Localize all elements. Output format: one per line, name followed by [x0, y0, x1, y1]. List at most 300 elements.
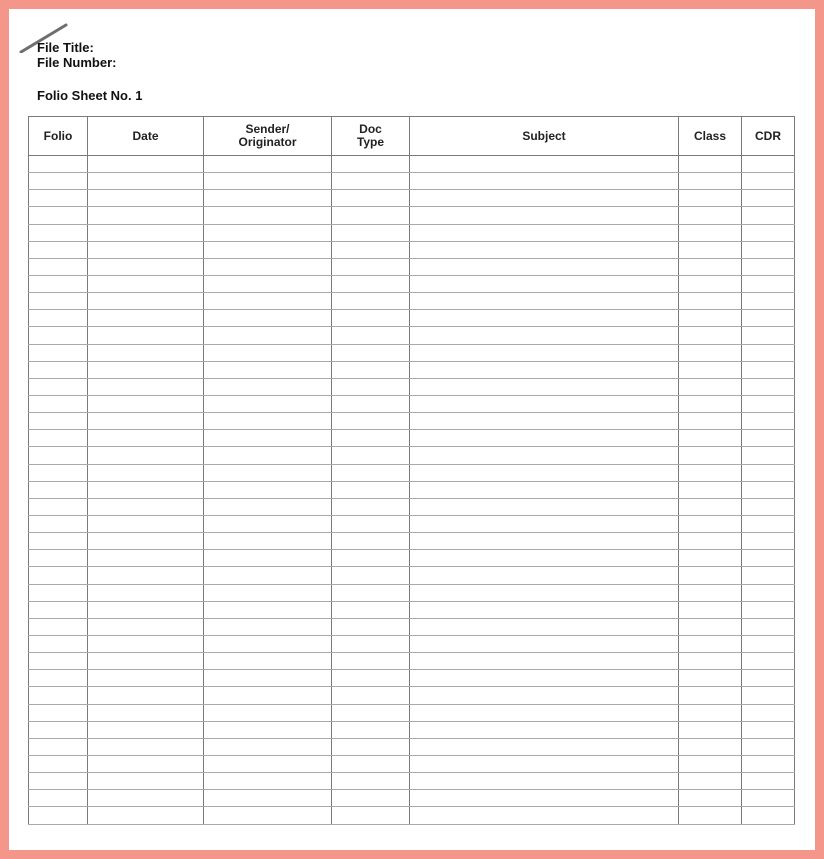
- cell-cdr: [742, 224, 795, 241]
- cell-sender: [204, 738, 332, 755]
- cell-doc_type: [332, 790, 410, 807]
- cell-sender: [204, 687, 332, 704]
- cell-sender: [204, 361, 332, 378]
- cell-date: [88, 790, 204, 807]
- cell-doc_type: [332, 618, 410, 635]
- cell-doc_type: [332, 224, 410, 241]
- cell-class: [679, 447, 742, 464]
- cell-subject: [410, 704, 679, 721]
- cell-doc_type: [332, 395, 410, 412]
- cell-cdr: [742, 533, 795, 550]
- table-row: [29, 498, 795, 515]
- cell-folio: [29, 207, 88, 224]
- table-row: [29, 567, 795, 584]
- cell-subject: [410, 224, 679, 241]
- cell-sender: [204, 190, 332, 207]
- cell-subject: [410, 241, 679, 258]
- cell-class: [679, 378, 742, 395]
- cell-doc_type: [332, 430, 410, 447]
- cell-sender: [204, 653, 332, 670]
- cell-folio: [29, 173, 88, 190]
- cell-folio: [29, 447, 88, 464]
- cell-folio: [29, 515, 88, 532]
- cell-sender: [204, 773, 332, 790]
- cell-folio: [29, 601, 88, 618]
- cell-cdr: [742, 773, 795, 790]
- cell-folio: [29, 293, 88, 310]
- cell-folio: [29, 430, 88, 447]
- cell-cdr: [742, 378, 795, 395]
- table-row: [29, 704, 795, 721]
- cell-date: [88, 413, 204, 430]
- cell-class: [679, 224, 742, 241]
- header-line: Class: [693, 128, 727, 143]
- cell-doc_type: [332, 378, 410, 395]
- header-line: Folio: [43, 128, 73, 143]
- cell-date: [88, 670, 204, 687]
- cell-cdr: [742, 601, 795, 618]
- cell-class: [679, 395, 742, 412]
- table-row: [29, 807, 795, 825]
- cell-doc_type: [332, 584, 410, 601]
- table-row: [29, 464, 795, 481]
- cell-date: [88, 395, 204, 412]
- file-number-label: File Number:: [37, 55, 117, 70]
- cell-folio: [29, 533, 88, 550]
- cell-cdr: [742, 721, 795, 738]
- cell-folio: [29, 687, 88, 704]
- header-line: Date: [132, 128, 159, 143]
- cell-cdr: [742, 687, 795, 704]
- cell-sender: [204, 464, 332, 481]
- cell-folio: [29, 310, 88, 327]
- table-row: [29, 395, 795, 412]
- cell-sender: [204, 601, 332, 618]
- table-row: [29, 601, 795, 618]
- cell-subject: [410, 327, 679, 344]
- cell-date: [88, 241, 204, 258]
- cell-date: [88, 481, 204, 498]
- table-row: [29, 413, 795, 430]
- cell-folio: [29, 156, 88, 173]
- cell-subject: [410, 447, 679, 464]
- cell-date: [88, 807, 204, 825]
- cell-subject: [410, 413, 679, 430]
- cell-date: [88, 773, 204, 790]
- cell-date: [88, 653, 204, 670]
- file-header: [37, 40, 116, 70]
- cell-cdr: [742, 173, 795, 190]
- cell-folio: [29, 361, 88, 378]
- ledger-body: [29, 156, 795, 825]
- cell-class: [679, 275, 742, 292]
- cell-cdr: [742, 498, 795, 515]
- cell-cdr: [742, 310, 795, 327]
- cell-doc_type: [332, 275, 410, 292]
- cell-date: [88, 755, 204, 772]
- cell-date: [88, 738, 204, 755]
- cell-class: [679, 687, 742, 704]
- cell-subject: [410, 653, 679, 670]
- table-row: [29, 533, 795, 550]
- cell-cdr: [742, 515, 795, 532]
- table-row: [29, 618, 795, 635]
- cell-subject: [410, 310, 679, 327]
- cell-doc_type: [332, 670, 410, 687]
- cell-date: [88, 361, 204, 378]
- cell-doc_type: [332, 567, 410, 584]
- cell-doc_type: [332, 533, 410, 550]
- cell-subject: [410, 755, 679, 772]
- cell-subject: [410, 773, 679, 790]
- cell-sender: [204, 173, 332, 190]
- cell-cdr: [742, 481, 795, 498]
- cell-folio: [29, 618, 88, 635]
- cell-cdr: [742, 258, 795, 275]
- cell-date: [88, 327, 204, 344]
- table-row: [29, 755, 795, 772]
- folio-ledger-table: [28, 116, 795, 825]
- header-line: Doc: [359, 122, 382, 136]
- cell-sender: [204, 584, 332, 601]
- column-header-subject: [410, 117, 679, 156]
- cell-cdr: [742, 653, 795, 670]
- table-row: [29, 275, 795, 292]
- cell-subject: [410, 670, 679, 687]
- cell-sender: [204, 413, 332, 430]
- cell-date: [88, 447, 204, 464]
- cell-date: [88, 515, 204, 532]
- cell-cdr: [742, 430, 795, 447]
- cell-subject: [410, 430, 679, 447]
- cell-subject: [410, 190, 679, 207]
- cell-cdr: [742, 738, 795, 755]
- cell-cdr: [742, 190, 795, 207]
- table-row: [29, 361, 795, 378]
- cell-subject: [410, 584, 679, 601]
- cell-sender: [204, 618, 332, 635]
- cell-doc_type: [332, 293, 410, 310]
- cell-cdr: [742, 327, 795, 344]
- cell-doc_type: [332, 361, 410, 378]
- cell-sender: [204, 567, 332, 584]
- cell-subject: [410, 258, 679, 275]
- cell-folio: [29, 327, 88, 344]
- cell-class: [679, 361, 742, 378]
- cell-doc_type: [332, 550, 410, 567]
- column-header-sender: [204, 117, 332, 156]
- cell-date: [88, 498, 204, 515]
- cell-sender: [204, 807, 332, 825]
- cell-sender: [204, 344, 332, 361]
- cell-doc_type: [332, 156, 410, 173]
- cell-sender: [204, 498, 332, 515]
- cell-date: [88, 293, 204, 310]
- cell-doc_type: [332, 241, 410, 258]
- table-row: [29, 773, 795, 790]
- cell-subject: [410, 635, 679, 652]
- table-row: [29, 344, 795, 361]
- cell-doc_type: [332, 413, 410, 430]
- cell-sender: [204, 721, 332, 738]
- table-header-row: [29, 117, 795, 156]
- cell-folio: [29, 190, 88, 207]
- cell-date: [88, 275, 204, 292]
- cell-doc_type: [332, 464, 410, 481]
- cell-date: [88, 344, 204, 361]
- cell-date: [88, 430, 204, 447]
- cell-date: [88, 173, 204, 190]
- cell-sender: [204, 293, 332, 310]
- cell-doc_type: [332, 447, 410, 464]
- cell-sender: [204, 258, 332, 275]
- cell-folio: [29, 344, 88, 361]
- cell-folio: [29, 413, 88, 430]
- cell-class: [679, 618, 742, 635]
- table-row: [29, 550, 795, 567]
- column-header-date: [88, 117, 204, 156]
- cell-cdr: [742, 618, 795, 635]
- cell-folio: [29, 721, 88, 738]
- cell-doc_type: [332, 515, 410, 532]
- cell-cdr: [742, 670, 795, 687]
- cell-cdr: [742, 156, 795, 173]
- cell-subject: [410, 481, 679, 498]
- table-row: [29, 635, 795, 652]
- cell-date: [88, 635, 204, 652]
- cell-sender: [204, 275, 332, 292]
- cell-date: [88, 464, 204, 481]
- cell-doc_type: [332, 653, 410, 670]
- cell-folio: [29, 635, 88, 652]
- cell-subject: [410, 515, 679, 532]
- cell-class: [679, 156, 742, 173]
- column-header-class: [679, 117, 742, 156]
- cell-subject: [410, 738, 679, 755]
- table-row: [29, 310, 795, 327]
- cell-doc_type: [332, 327, 410, 344]
- cell-sender: [204, 790, 332, 807]
- cell-doc_type: [332, 755, 410, 772]
- cell-doc_type: [332, 601, 410, 618]
- cell-cdr: [742, 413, 795, 430]
- cell-cdr: [742, 361, 795, 378]
- cell-sender: [204, 635, 332, 652]
- cell-date: [88, 601, 204, 618]
- cell-doc_type: [332, 721, 410, 738]
- cell-cdr: [742, 207, 795, 224]
- cell-class: [679, 790, 742, 807]
- cell-cdr: [742, 567, 795, 584]
- cell-date: [88, 721, 204, 738]
- cell-folio: [29, 738, 88, 755]
- cell-date: [88, 533, 204, 550]
- cell-date: [88, 704, 204, 721]
- table-row: [29, 481, 795, 498]
- cell-cdr: [742, 395, 795, 412]
- cell-class: [679, 567, 742, 584]
- header-line: Sender/: [245, 122, 290, 136]
- cell-sender: [204, 327, 332, 344]
- cell-subject: [410, 293, 679, 310]
- cell-sender: [204, 395, 332, 412]
- cell-sender: [204, 550, 332, 567]
- cell-sender: [204, 533, 332, 550]
- cell-date: [88, 207, 204, 224]
- cell-sender: [204, 704, 332, 721]
- cell-sender: [204, 515, 332, 532]
- table-row: [29, 738, 795, 755]
- table-row: [29, 584, 795, 601]
- cell-sender: [204, 378, 332, 395]
- cell-doc_type: [332, 258, 410, 275]
- cell-doc_type: [332, 704, 410, 721]
- cell-sender: [204, 207, 332, 224]
- cell-cdr: [742, 807, 795, 825]
- cell-subject: [410, 567, 679, 584]
- cell-subject: [410, 275, 679, 292]
- table-row: [29, 378, 795, 395]
- cell-class: [679, 670, 742, 687]
- cell-doc_type: [332, 310, 410, 327]
- cell-cdr: [742, 550, 795, 567]
- cell-subject: [410, 207, 679, 224]
- cell-doc_type: [332, 738, 410, 755]
- header-line: Originator: [238, 135, 297, 149]
- cell-class: [679, 704, 742, 721]
- cell-class: [679, 584, 742, 601]
- cell-class: [679, 653, 742, 670]
- file-title-label: File Title:: [37, 40, 94, 55]
- cell-class: [679, 773, 742, 790]
- cell-subject: [410, 721, 679, 738]
- cell-class: [679, 755, 742, 772]
- cell-class: [679, 550, 742, 567]
- cell-date: [88, 190, 204, 207]
- cell-date: [88, 378, 204, 395]
- cell-subject: [410, 361, 679, 378]
- cell-date: [88, 258, 204, 275]
- cell-folio: [29, 241, 88, 258]
- cell-folio: [29, 584, 88, 601]
- cell-class: [679, 207, 742, 224]
- cell-folio: [29, 704, 88, 721]
- cell-date: [88, 310, 204, 327]
- cell-class: [679, 738, 742, 755]
- cell-date: [88, 567, 204, 584]
- cell-class: [679, 241, 742, 258]
- header-line: Type: [356, 135, 385, 149]
- cell-cdr: [742, 344, 795, 361]
- table-row: [29, 687, 795, 704]
- table-row: [29, 241, 795, 258]
- cell-cdr: [742, 464, 795, 481]
- cell-doc_type: [332, 481, 410, 498]
- cell-folio: [29, 790, 88, 807]
- cell-class: [679, 481, 742, 498]
- cell-subject: [410, 687, 679, 704]
- cell-folio: [29, 567, 88, 584]
- cell-folio: [29, 773, 88, 790]
- cell-folio: [29, 807, 88, 825]
- column-header-cdr: [742, 117, 795, 156]
- cell-subject: [410, 378, 679, 395]
- cell-cdr: [742, 275, 795, 292]
- cell-doc_type: [332, 687, 410, 704]
- cell-class: [679, 721, 742, 738]
- table-row: [29, 293, 795, 310]
- column-header-folio: [29, 117, 88, 156]
- cell-sender: [204, 481, 332, 498]
- header-line: CDR: [755, 128, 781, 143]
- cell-sender: [204, 430, 332, 447]
- cell-folio: [29, 464, 88, 481]
- cell-class: [679, 344, 742, 361]
- cell-subject: [410, 807, 679, 825]
- cell-doc_type: [332, 498, 410, 515]
- table-row: [29, 721, 795, 738]
- cell-class: [679, 293, 742, 310]
- cell-class: [679, 498, 742, 515]
- cell-subject: [410, 790, 679, 807]
- cell-subject: [410, 156, 679, 173]
- cell-sender: [204, 224, 332, 241]
- cell-sender: [204, 310, 332, 327]
- cell-date: [88, 584, 204, 601]
- table-row: [29, 156, 795, 173]
- cell-class: [679, 173, 742, 190]
- cell-doc_type: [332, 773, 410, 790]
- cell-class: [679, 807, 742, 825]
- cell-class: [679, 515, 742, 532]
- cell-subject: [410, 550, 679, 567]
- cell-sender: [204, 670, 332, 687]
- cell-cdr: [742, 584, 795, 601]
- cell-sender: [204, 755, 332, 772]
- cell-folio: [29, 498, 88, 515]
- cell-class: [679, 258, 742, 275]
- table-row: [29, 190, 795, 207]
- cell-class: [679, 327, 742, 344]
- cell-folio: [29, 395, 88, 412]
- cell-cdr: [742, 447, 795, 464]
- cell-subject: [410, 173, 679, 190]
- table-row: [29, 258, 795, 275]
- cell-subject: [410, 395, 679, 412]
- table-row: [29, 670, 795, 687]
- cell-class: [679, 190, 742, 207]
- cell-folio: [29, 550, 88, 567]
- cell-subject: [410, 464, 679, 481]
- cell-class: [679, 430, 742, 447]
- table-row: [29, 790, 795, 807]
- cell-cdr: [742, 755, 795, 772]
- cell-folio: [29, 653, 88, 670]
- cell-subject: [410, 601, 679, 618]
- cell-cdr: [742, 635, 795, 652]
- cell-sender: [204, 156, 332, 173]
- cell-folio: [29, 378, 88, 395]
- table-row: [29, 653, 795, 670]
- cell-class: [679, 601, 742, 618]
- cell-folio: [29, 224, 88, 241]
- cell-doc_type: [332, 173, 410, 190]
- cell-class: [679, 413, 742, 430]
- cell-class: [679, 635, 742, 652]
- table-row: [29, 447, 795, 464]
- header-line: Subject: [522, 128, 566, 143]
- cell-sender: [204, 447, 332, 464]
